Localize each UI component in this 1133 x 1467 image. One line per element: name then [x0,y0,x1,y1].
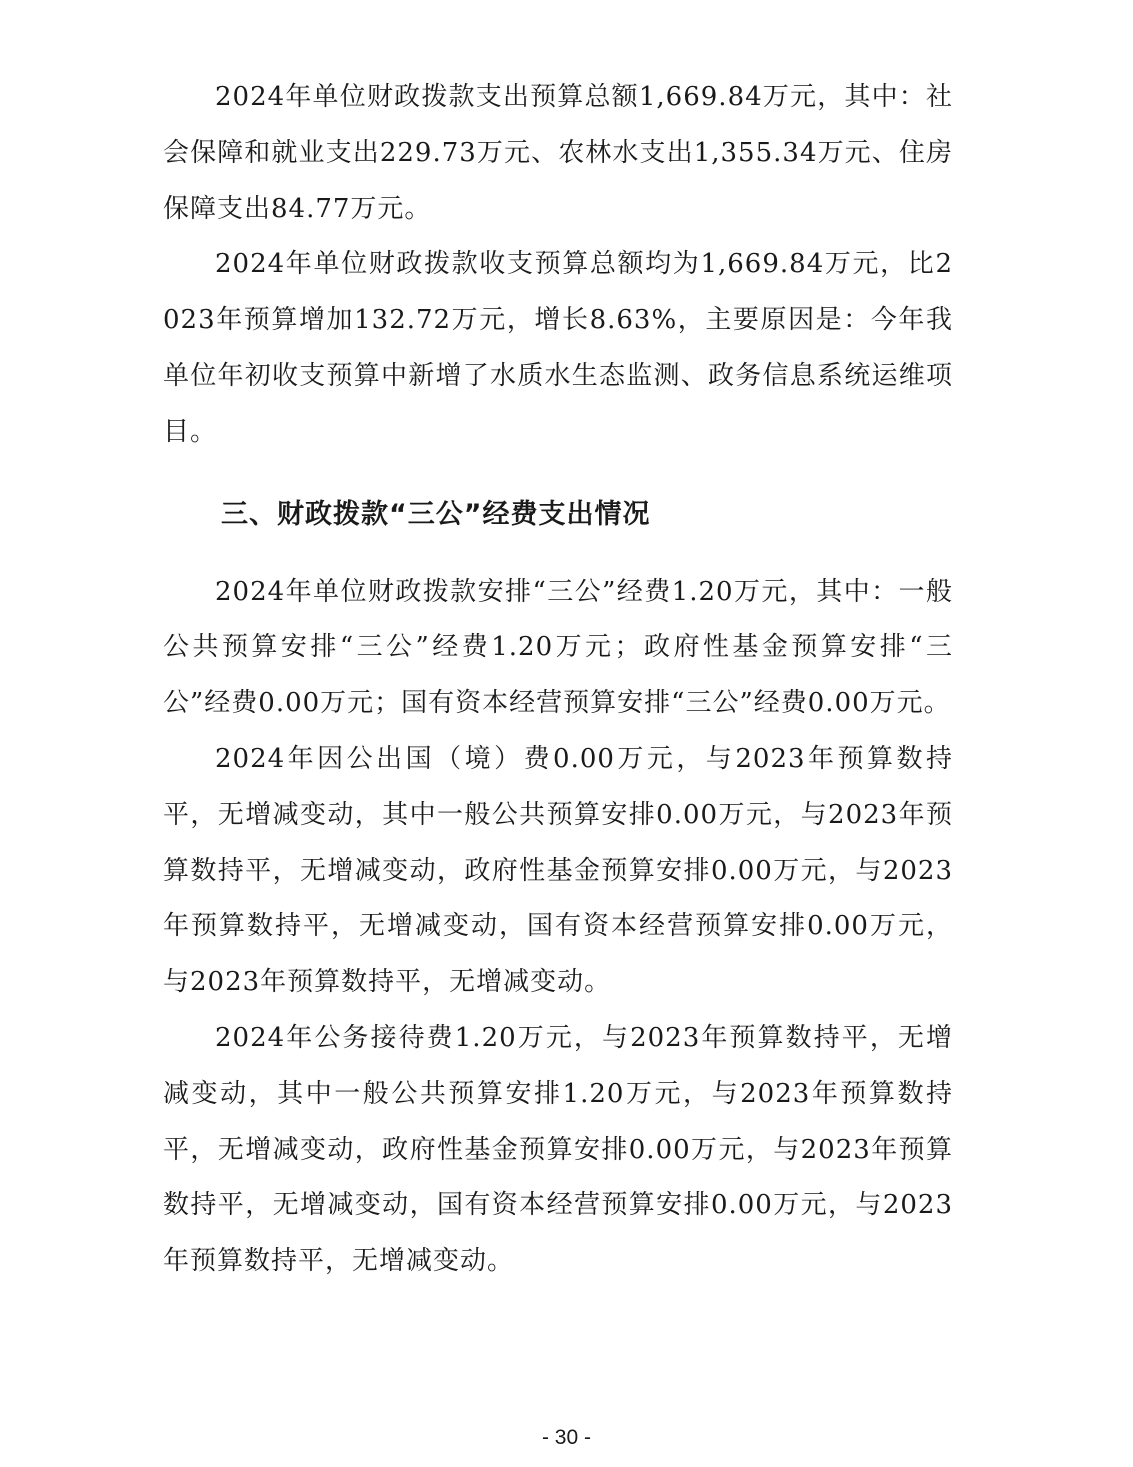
document-body [163,70,953,1290]
paragraph-budget-change: 2024年单位财政拨款收支预算总额均为1,669.84万元，比2023年预算增加132.72万元，增长8.63%，主要原因是：今年我单位年初收支预算中新增了水质水生态监测、政务信息系统运维项目。 [163,249,953,447]
section-heading: 三、财政拨款“三公”经费支出情况 [221,498,651,530]
paragraph-official-reception: 2024年公务接待费1.20万元，与2023年预算数持平，无增减变动，其中一般公共预算安排1.20万元，与2023年预算数持平，无增减变动，政府性基金预算安排0.00万元，与2023年预算数持平，无增减变动，国有资本经营预算安排0.00万元，与2023年预算数持平，无增减变动。 [163,1022,953,1277]
paragraph-three-public-total: 2024年单位财政拨款安排“三公”经费1.20万元，其中：一般公共预算安排“三公”经费1.20万元；政府性基金预算安排“三公”经费0.00万元；国有资本经营预算安排“三公”经费0.00万元。 [163,576,953,719]
paragraph-expenditure-total: 2024年单位财政拨款支出预算总额1,669.84万元，其中：社会保障和就业支出229.73万元、农林水支出1,355.34万元、住房保障支出84.77万元。 [163,82,953,224]
paragraph-overseas-travel: 2024年因公出国（境）费0.00万元，与2023年预算数持平，无增减变动，其中一般公共预算安排0.00万元，与2023年预算数持平，无增减变动，政府性基金预算安排0.00万元，与2023年预算数持平，无增减变动，国有资本经营预算安排0.00万元，与2023年预算数持平，无增减变动。 [163,743,953,998]
page-number: - 30 - [541,1426,591,1449]
